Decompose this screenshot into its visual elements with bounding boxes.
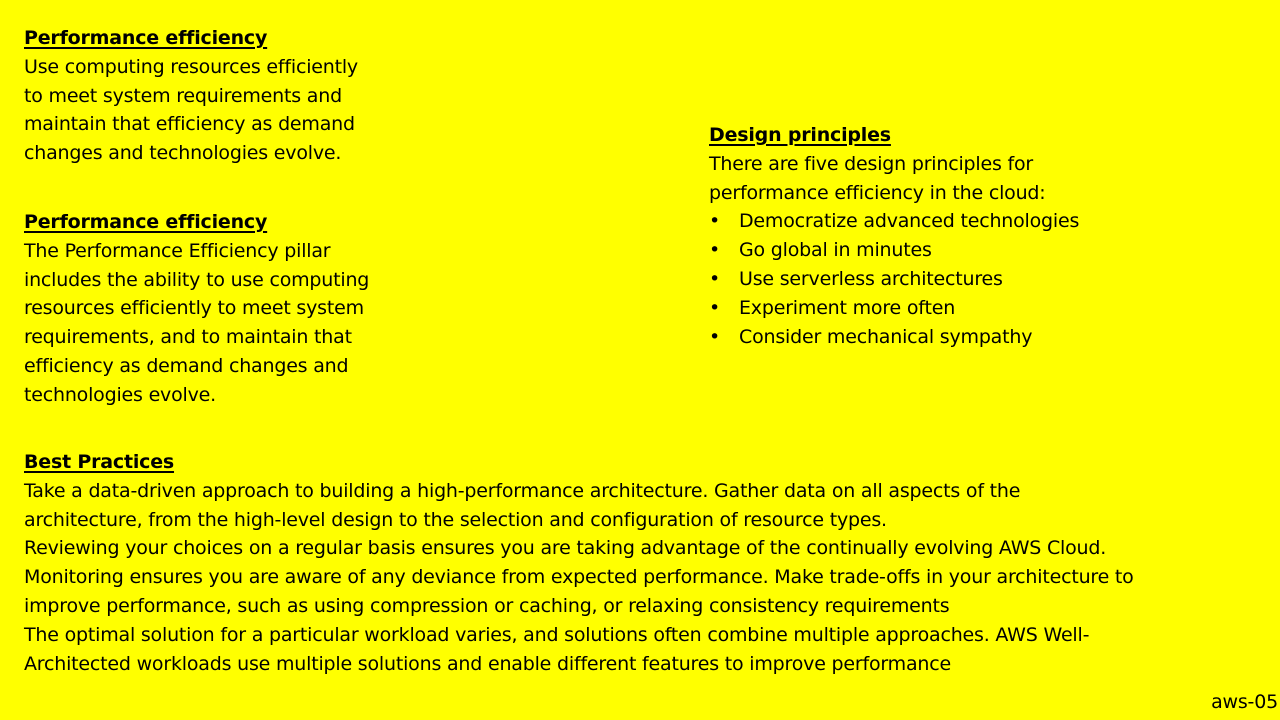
- list-item-label: Democratize advanced technologies: [739, 210, 1080, 233]
- bullet-icon: •: [709, 325, 721, 348]
- paragraph-line: maintain that efficiency as demand: [24, 113, 355, 136]
- paragraph-line: technologies evolve.: [24, 383, 216, 406]
- list-item-label: Use serverless architectures: [739, 267, 1003, 290]
- paragraph-line: to meet system requirements and: [24, 84, 342, 107]
- design-principles-list: [709, 207, 1149, 351]
- performance-efficiency-pillar: [24, 208, 424, 410]
- section-heading: Performance efficiency: [24, 211, 268, 233]
- paragraph-line: The optimal solution for a particular workload varies, and solutions often combine multiple approaches. AWS Well-: [24, 623, 1090, 646]
- paragraph-line: There are five design principles for: [709, 152, 1034, 175]
- bullet-icon: •: [709, 210, 721, 233]
- list-item: [709, 323, 1149, 352]
- paragraph-line: changes and technologies evolve.: [24, 142, 342, 165]
- list-item: [709, 294, 1149, 323]
- paragraph-line: resources efficiently to meet system: [24, 297, 364, 320]
- paragraph-line: Use computing resources efficiently: [24, 55, 358, 78]
- bullet-icon: •: [709, 239, 721, 262]
- list-item-label: Experiment more often: [739, 296, 956, 319]
- performance-efficiency-summary: [24, 24, 424, 168]
- section-heading: Design principles: [709, 124, 891, 146]
- bullet-icon: •: [709, 267, 721, 290]
- best-practices: [24, 448, 1259, 678]
- paragraph-line: requirements, and to maintain that: [24, 326, 352, 349]
- bullet-icon: •: [709, 296, 721, 319]
- design-principles: [709, 121, 1149, 351]
- list-item: [709, 236, 1149, 265]
- paragraph-line: efficiency as demand changes and: [24, 354, 349, 377]
- section-heading: Best Practices: [24, 451, 175, 473]
- paragraph-line: The Performance Efficiency pillar: [24, 239, 331, 262]
- paragraph-line: architecture, from the high-level design to the selection and configuration of resource types.: [24, 508, 887, 531]
- list-item: [709, 265, 1149, 294]
- paragraph-line: improve performance, such as using compression or caching, or relaxing consistency requirements: [24, 594, 950, 617]
- paragraph-line: Take a data-driven approach to building a high-performance architecture. Gather data on all aspects of the: [24, 479, 1021, 502]
- slide-id-label: aws-05: [1211, 691, 1278, 713]
- section-heading: Performance efficiency: [24, 27, 268, 49]
- list-item-label: Go global in minutes: [739, 239, 932, 262]
- paragraph-line: performance efficiency in the cloud:: [709, 181, 1046, 204]
- paragraph-line: Monitoring ensures you are aware of any deviance from expected performance. Make trade-offs in your architecture to: [24, 566, 1134, 589]
- paragraph-line: Reviewing your choices on a regular basis ensures you are taking advantage of the continually evolving AWS Cloud.: [24, 537, 1107, 560]
- paragraph-line: Architected workloads use multiple solutions and enable different features to improve performance: [24, 652, 952, 675]
- list-item: [709, 207, 1149, 236]
- paragraph-line: includes the ability to use computing: [24, 268, 370, 291]
- list-item-label: Consider mechanical sympathy: [739, 325, 1033, 348]
